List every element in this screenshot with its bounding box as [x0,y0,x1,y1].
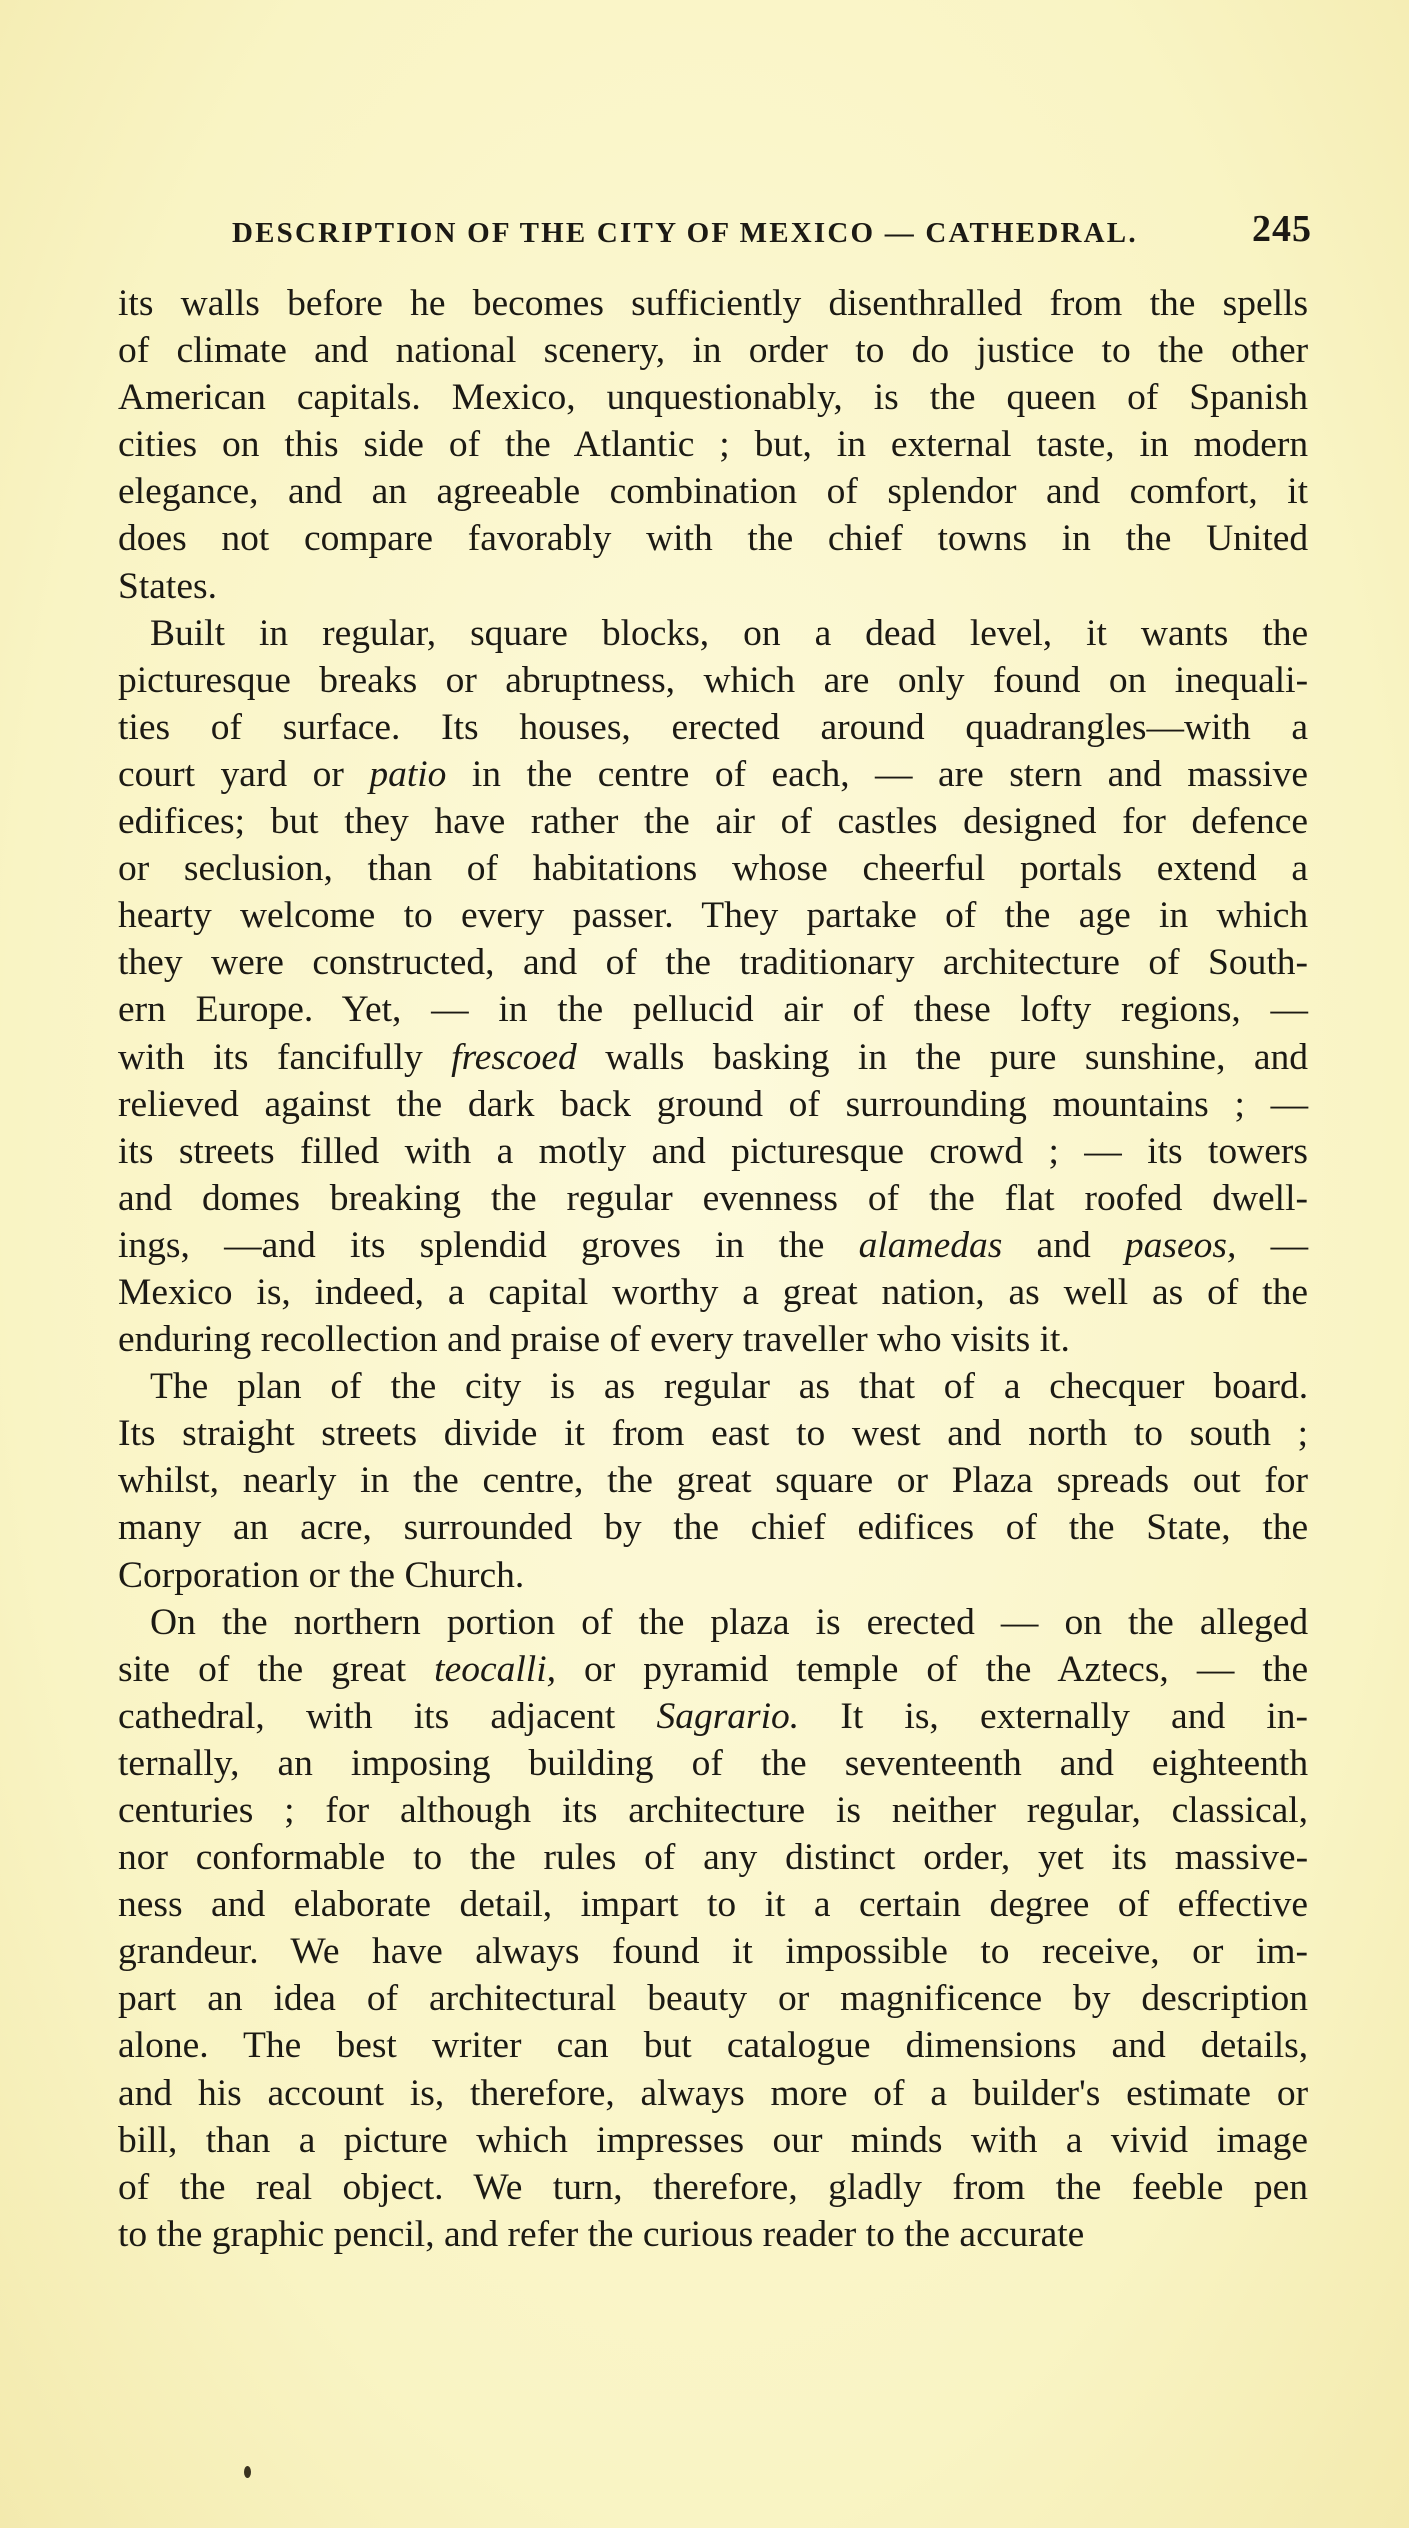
text-line: enduring recollection and praise of every traveller who visits it. [118,1319,1070,1361]
paragraph [118,1599,1308,2258]
text-line: with its fancifully frescoed walls basking in the pure sunshine, and [118,1036,1309,1078]
text-line: Built in regular, square blocks, on a dead level, it wants the [150,612,1309,654]
text-line: elegance, and an agreeable combination of splendor and comfort, it [118,471,1309,513]
text-line: court yard or patio in the centre of each, — are stern and massive [118,753,1309,795]
text-line: edifices; but they have rather the air of castles designed for defence [118,801,1309,843]
text-line: or seclusion, than of habitations whose cheerful portals extend a [118,848,1308,890]
text-line: The plan of the city is as regular as that of a checquer board. [150,1366,1309,1408]
text-line: to the graphic pencil, and refer the curious reader to the accurate [118,2213,1085,2255]
body-text [118,280,1308,2258]
text-line: whilst, nearly in the centre, the great square or Plaza spreads out for [118,1460,1309,1502]
text-line: many an acre, surrounded by the chief edifices of the State, the [118,1507,1309,1549]
text-line: picturesque breaks or abruptness, which are only found on inequali- [118,659,1309,701]
text-line: they were constructed, and of the traditionary architecture of South- [118,942,1309,984]
text-line: hearty welcome to every passer. They partake of the age in which [118,895,1309,937]
text-line: and domes breaking the regular evenness of the flat roofed dwell- [118,1177,1309,1219]
text-line: ings, —and its splendid groves in the alamedas and paseos, — [118,1224,1309,1266]
text-line: cities on this side of the Atlantic ; but, in external taste, in modern [118,424,1309,466]
text-line: Corporation or the Church. [118,1554,525,1596]
text-line: On the northern portion of the plaza is erected — on the alleged [150,1601,1309,1643]
text-line: grandeur. We have always found it impossible to receive, or im- [118,1931,1309,1973]
text-line: nor conformable to the rules of any distinct order, yet its massive- [118,1837,1309,1879]
text-line: part an idea of architectural beauty or magnificence by description [118,1978,1309,2020]
text-line: ness and elaborate detail, impart to it a certain degree of effective [118,1884,1309,1926]
paragraph [118,610,1308,1364]
text-line: relieved against the dark back ground of surrounding mountains ; — [118,1083,1309,1125]
text-line: alone. The best writer can but catalogue dimensions and details, [118,2025,1309,2067]
text-line: of climate and national scenery, in order to do justice to the other [118,330,1309,372]
text-line: its streets filled with a motly and picturesque crowd ; — its towers [118,1130,1308,1172]
running-head-title: DESCRIPTION OF THE CITY OF MEXICO — CATHEDRAL. [232,217,1138,249]
text-line: ern Europe. Yet, — in the pellucid air of these lofty regions, — [118,989,1309,1031]
text-line: and his account is, therefore, always more of a builder's estimate or [118,2072,1309,2114]
text-line: its walls before he becomes sufficiently disenthralled from the spells [118,283,1309,324]
paragraph [118,1363,1308,1598]
text-line: ternally, an imposing building of the seventeenth and eighteenth [118,1742,1309,1784]
text-line: site of the great teocalli, or pyramid temple of the Aztecs, — the [118,1648,1309,1690]
text-line: Its straight streets divide it from east to west and north to south ; [118,1413,1309,1455]
text-line: does not compare favorably with the chief towns in the United [118,518,1309,560]
text-line: Mexico is, indeed, a capital worthy a great nation, as well as of the [118,1271,1308,1313]
text-line: American capitals. Mexico, unquestionably, is the queen of Spanish [118,377,1309,419]
text-line: ties of surface. Its houses, erected around quadrangles—with a [118,706,1309,748]
running-head [232,208,1312,258]
text-line: of the real object. We turn, therefore, gladly from the feeble pen [118,2166,1309,2208]
text-line: bill, than a picture which impresses our minds with a vivid image [118,2119,1309,2161]
paragraph [118,280,1308,610]
page-number: 245 [1252,208,1312,250]
text-line: States. [118,565,217,607]
ink-speck [244,2466,251,2478]
text-line: centuries ; for although its architecture is neither regular, classical, [118,1790,1309,1831]
text-line: cathedral, with its adjacent Sagrario. It is, externally and in- [118,1695,1309,1737]
